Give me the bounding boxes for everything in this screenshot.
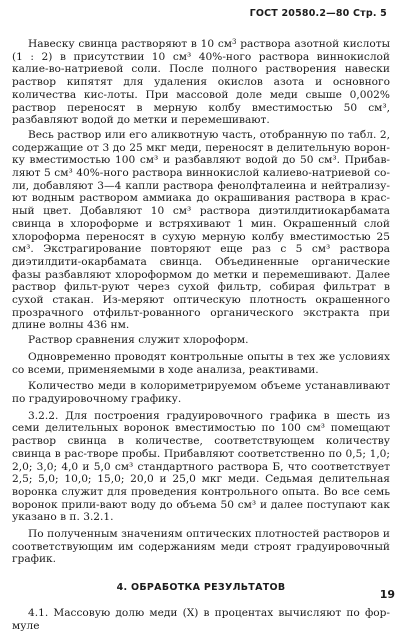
section-title: 4. ОБРАБОТКА РЕЗУЛЬТАТОВ: [116, 582, 286, 594]
section-paragraph: 4.1. Массовую долю меди (X) в процентах вычисляют по фор-муле: [12, 606, 390, 632]
paragraph-5: Количество меди в колориметрируемом объеме устанавливают по градуировочному графику.: [12, 380, 390, 405]
paragraph-7: По полученным значениям оптических плотностей растворов и соответствующим им содержаниям меди строят градуировочный график.: [12, 528, 390, 566]
paragraph-6: 3.2.2. Для построения градуировочного графика в шесть из семи делительных воронок вместимостью по 100 см³ помещают раствор свинца в количестве, соответствующем количеству свинца в рас-творе пробы. Прибавляют соответственно по 0,5; 1,0; 2,0; 3,0; 4,0 и 5,0 см³ стандартного раствора Б, что соответствует 2,5; 5,0; 10,0; 15,0; 20,0 и 25,0 мкг меди. Седьмая делительная воронка служит для проведения контрольного опыта. Во все семь воронок прили-вают воду до объема 50 см³ и далее поступают как указано в п. 3.2.1.: [12, 409, 390, 524]
page-number: 19: [379, 588, 395, 601]
paragraph-1: Навеску свинца растворяют в 10 $см^3$ раствора азотной кислоты (1 : 2) в присутствии 10 см³ 40%-ного раствора виннокислой калие-во-натриевой соли. После полного растворения навески раствор кипятят для удаления окислов азота и основного количества кис-лоты. При массовой доле меди свыше 0,002% раствор переносят в мерную колбу вместимостью 50 см³, разбавляют водой до метки и перемешивают.: [12, 38, 390, 127]
paragraph-4: Одновременно проводят контрольные опыты в тех же условиях со всеми, применяемыми в ходе анализа, реактивами.: [12, 350, 390, 376]
paragraph-2: Весь раствор или его аликвотную часть, отобранную по табл. 2, содержащие от 3 до 25 мкг меди, переносят в делительную ворон-ку вместимостью 100 см³ и разбавляют водой до 50 см³. Прибав-ляют 5 см³ 40%-ного раствора виннокислой калиево-натриевой со-ли, добавляют 3—4 капли раствора фенолфталеина и нейтрализу-ют водным раствором аммиака до окрашивания раствора в крас-ный цвет. Добавляют 10 см³ раствора диэтилдитиокарбамата свинца в хлороформе и встряхивают 1 мин. Окрашенный слой хлороформа переносят в сухую мерную колбу вместимостью 25 см³. Экстрагирование повторяют еще раз с 5 см³ раствора диэтилдити-окарбамата свинца. Объединенные органические фазы разбавляют хлороформом до метки и перемешивают. Далее раствор фильт-руют через сухой фильтр, собирая фильтрат в сухой стакан. Из-меряют оптическую плотность окрашенного прозрачного отфильт-рованного органического экстракта при длине волны 436 нм.: [12, 128, 390, 332]
paragraph-3: Раствор сравнения служит хлороформ.: [28, 334, 249, 347]
running-head: ГОСТ 20580.2—80 Стр. 5: [249, 8, 387, 19]
document-body: [12, 38, 390, 634]
